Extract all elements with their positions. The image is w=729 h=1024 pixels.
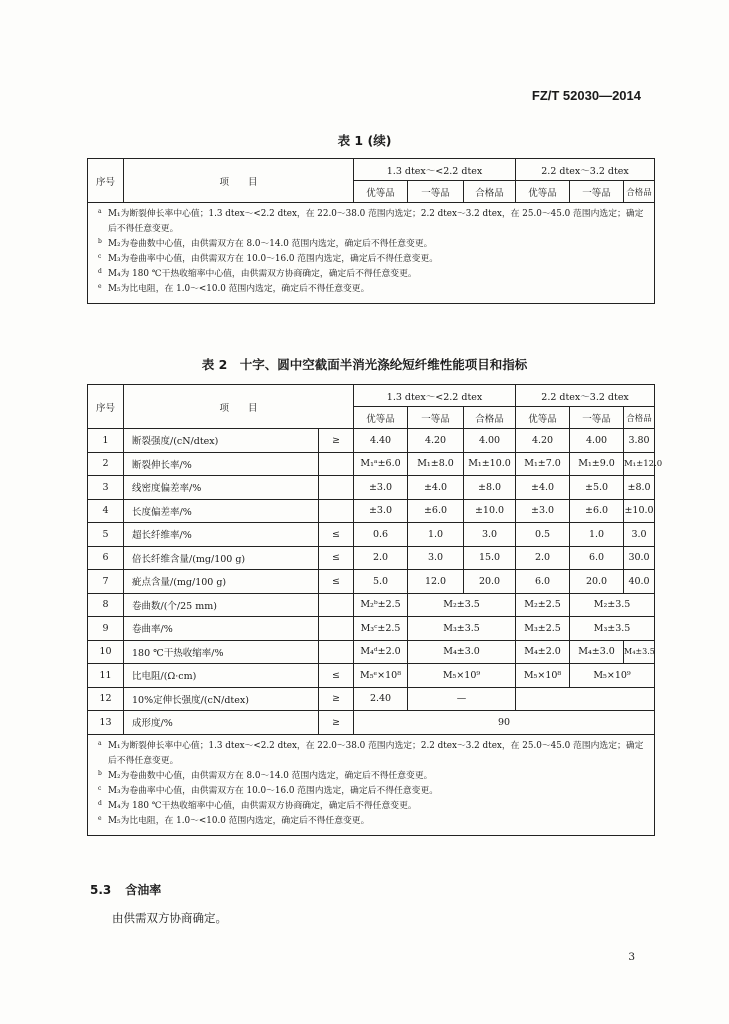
- row-cell: M₄±3.0: [408, 640, 516, 664]
- row-cell: 3.0: [624, 523, 655, 547]
- row-no: 12: [88, 687, 124, 711]
- row-cell: ±3.0: [354, 476, 408, 500]
- row-cell: 4.20: [408, 429, 464, 453]
- row-no: 2: [88, 452, 124, 476]
- table2-note: c M₃为卷曲率中心值，由供需双方在 10.0～16.0 范围内选定，确定后不得任意变更。: [98, 784, 439, 796]
- row-cell: 3.0: [464, 523, 516, 547]
- table2-grade: 一等品: [408, 407, 464, 429]
- table1-notes: [88, 203, 655, 304]
- row-cell: M₁±7.0: [516, 452, 570, 476]
- row-cell: M₁±10.0: [464, 452, 516, 476]
- row-no: 5: [88, 523, 124, 547]
- row-op: ≤: [319, 570, 354, 594]
- row-cell: M₁±12.0: [624, 452, 655, 476]
- table2-grade: 优等品: [516, 407, 570, 429]
- row-cell: 4.00: [464, 429, 516, 453]
- table2: [87, 384, 663, 836]
- row-no: 6: [88, 546, 124, 570]
- row-cell: 90: [354, 711, 655, 735]
- row-no: 7: [88, 570, 124, 594]
- row-item: 180 ℃干热收缩率/%: [124, 640, 319, 664]
- row-no: 9: [88, 617, 124, 641]
- table2-header-no: 序号: [88, 385, 124, 429]
- row-item: 超长纤维率/%: [124, 523, 319, 547]
- row-op: [319, 476, 354, 500]
- row-cell: 30.0: [624, 546, 655, 570]
- row-cell: 40.0: [624, 570, 655, 594]
- row-no: 8: [88, 593, 124, 617]
- table1-header-no: 序号: [88, 159, 124, 203]
- row-cell: ±4.0: [408, 476, 464, 500]
- row-cell: ±4.0: [516, 476, 570, 500]
- row-cell: M₂±2.5: [516, 593, 570, 617]
- row-cell: M₅ᵉ×10⁸: [354, 664, 408, 688]
- row-cell: ±6.0: [408, 499, 464, 523]
- table2-grade: 优等品: [354, 407, 408, 429]
- row-cell: 20.0: [464, 570, 516, 594]
- row-cell: 1.0: [570, 523, 624, 547]
- row-cell: M₂±3.5: [570, 593, 655, 617]
- row-item: 倍长纤维含量/(mg/100 g): [124, 546, 319, 570]
- row-op: ≤: [319, 546, 354, 570]
- table-row: [88, 711, 655, 735]
- section-title: 含油率: [125, 883, 162, 897]
- table1-group-a: 1.3 dtex～<2.2 dtex: [354, 159, 516, 181]
- table-row: [88, 429, 655, 453]
- table-row: [88, 664, 655, 688]
- section-number: 5.3: [90, 883, 112, 897]
- table1: [87, 158, 655, 304]
- row-cell: 6.0: [516, 570, 570, 594]
- row-cell: M₃±3.5: [408, 617, 516, 641]
- row-op: ≥: [319, 429, 354, 453]
- row-op: [319, 452, 354, 476]
- row-cell: 2.0: [516, 546, 570, 570]
- row-cell: 0.6: [354, 523, 408, 547]
- row-item: 断裂强度/(cN/dtex): [124, 429, 319, 453]
- table2-note: a M₁为断裂伸长率中心值；1.3 dtex～<2.2 dtex，在 22.0～38.0 范围内选定；2.2 dtex～3.2 dtex，在 25.0～45.0 范围内选定；确定后不得任意变更。: [98, 739, 644, 766]
- table-row: [88, 687, 655, 711]
- row-item: 疵点含量/(mg/100 g): [124, 570, 319, 594]
- row-cell: M₃±3.5: [570, 617, 655, 641]
- table2-grade: 一等品: [570, 407, 624, 429]
- row-item: 10%定伸长强度/(cN/dtex): [124, 687, 319, 711]
- row-cell: ±10.0: [464, 499, 516, 523]
- row-cell: M₄±3.5: [624, 640, 655, 664]
- row-cell: M₄±2.0: [516, 640, 570, 664]
- row-item: 成形度/%: [124, 711, 319, 735]
- row-cell: ±3.0: [516, 499, 570, 523]
- row-cell: M₅×10⁹: [570, 664, 655, 688]
- row-cell: 6.0: [570, 546, 624, 570]
- table1-note: b M₂为卷曲数中心值，由供需双方在 8.0～14.0 范围内选定，确定后不得任意变更。: [98, 238, 433, 249]
- row-cell: M₁ᵃ±6.0: [354, 452, 408, 476]
- table2-grade: 合格品: [624, 407, 655, 429]
- table1-group-b: 2.2 dtex～3.2 dtex: [516, 159, 655, 181]
- row-no: 13: [88, 711, 124, 735]
- row-item: 长度偏差率/%: [124, 499, 319, 523]
- row-cell: 3.80: [624, 429, 655, 453]
- table1-grade: 合格品: [624, 181, 655, 203]
- table1-grade: 一等品: [570, 181, 624, 203]
- table2-header-item: 项 目: [124, 385, 354, 429]
- row-item: 卷曲率/%: [124, 617, 319, 641]
- section-body: 由供需双方协商确定。: [112, 911, 227, 925]
- row-op: [319, 593, 354, 617]
- table1-title: 表 1 (续): [337, 133, 392, 148]
- row-cell: 2.0: [354, 546, 408, 570]
- table-row: [88, 570, 655, 594]
- section-heading: [90, 881, 161, 898]
- row-no: 11: [88, 664, 124, 688]
- row-item: 断裂伸长率/%: [124, 452, 319, 476]
- table1-note: a M₁为断裂伸长率中心值；1.3 dtex～<2.2 dtex，在 22.0～38.0 范围内选定；2.2 dtex～3.2 dtex，在 25.0～45.0 范围内选定；确定后不得任意变更。: [98, 208, 644, 234]
- table-row: [88, 523, 655, 547]
- table-row: [88, 499, 655, 523]
- row-op: ≥: [319, 687, 354, 711]
- row-cell: M₁±8.0: [408, 452, 464, 476]
- row-cell: 1.0: [408, 523, 464, 547]
- row-op: ≤: [319, 664, 354, 688]
- row-cell: M₅×10⁸: [516, 664, 570, 688]
- row-cell: 0.5: [516, 523, 570, 547]
- row-cell: 2.40: [354, 687, 408, 711]
- row-cell: 4.00: [570, 429, 624, 453]
- table2-note: e M₅为比电阻，在 1.0～<10.0 范围内选定，确定后不得任意变更。: [98, 814, 370, 826]
- row-cell: 15.0: [464, 546, 516, 570]
- row-cell: ±3.0: [354, 499, 408, 523]
- table1-note: d M₄为 180 ℃干热收缩率中心值，由供需双方协商确定，确定后不得任意变更。: [98, 268, 417, 279]
- row-op: [319, 640, 354, 664]
- row-cell: M₅×10⁹: [408, 664, 516, 688]
- row-cell: 12.0: [408, 570, 464, 594]
- table2-group-a: 1.3 dtex～<2.2 dtex: [354, 385, 516, 407]
- table2-title: 表 2 十字、圆中空截面半消光涤纶短纤维性能项目和指标: [201, 357, 528, 372]
- table2-grade: 合格品: [464, 407, 516, 429]
- table2-note: b M₂为卷曲数中心值，由供需双方在 8.0～14.0 范围内选定，确定后不得任意变更。: [98, 769, 433, 781]
- row-no: 4: [88, 499, 124, 523]
- table-row: [88, 452, 655, 476]
- page-number: 3: [628, 951, 635, 963]
- table2-note: d M₄为 180 ℃干热收缩率中心值，由供需双方协商确定，确定后不得任意变更。: [98, 799, 417, 811]
- row-no: 3: [88, 476, 124, 500]
- table1-grade: 合格品: [464, 181, 516, 203]
- row-cell: M₂±3.5: [408, 593, 516, 617]
- table1-grade: 优等品: [516, 181, 570, 203]
- row-cell: M₃±2.5: [516, 617, 570, 641]
- table-row: [88, 593, 655, 617]
- row-cell: 5.0: [354, 570, 408, 594]
- row-item: 卷曲数/(个/25 mm): [124, 593, 319, 617]
- row-no: 10: [88, 640, 124, 664]
- row-cell: ±10.0: [624, 499, 655, 523]
- row-cell: ±6.0: [570, 499, 624, 523]
- row-item: 比电阻/(Ω·cm): [124, 664, 319, 688]
- row-op: ≤: [319, 523, 354, 547]
- row-cell: ±5.0: [570, 476, 624, 500]
- table-row: [88, 476, 655, 500]
- row-cell: —: [408, 687, 516, 711]
- row-no: 1: [88, 429, 124, 453]
- table1-note: c M₃为卷曲率中心值，由供需双方在 10.0～16.0 范围内选定，确定后不得任意变更。: [98, 253, 439, 264]
- row-cell: 4.40: [354, 429, 408, 453]
- row-cell: M₁±9.0: [570, 452, 624, 476]
- row-cell: M₄ᵈ±2.0: [354, 640, 408, 664]
- row-cell: 20.0: [570, 570, 624, 594]
- row-item: 线密度偏差率/%: [124, 476, 319, 500]
- row-cell: 4.20: [516, 429, 570, 453]
- row-op: [319, 617, 354, 641]
- table2-notes: [88, 734, 655, 835]
- table-row: [88, 640, 655, 664]
- row-cell: ±8.0: [464, 476, 516, 500]
- row-op: ≥: [319, 711, 354, 735]
- row-cell: ±8.0: [624, 476, 655, 500]
- row-cell-empty: [516, 687, 655, 711]
- row-cell: M₄±3.0: [570, 640, 624, 664]
- table1-grade: 优等品: [354, 181, 408, 203]
- row-cell: 3.0: [408, 546, 464, 570]
- standard-code: FZ/T 52030—2014: [531, 88, 641, 103]
- table-row: [88, 617, 655, 641]
- table1-grade: 一等品: [408, 181, 464, 203]
- table-row: [88, 546, 655, 570]
- table1-note: e M₅为比电阻，在 1.0～<10.0 范围内选定，确定后不得任意变更。: [98, 283, 370, 294]
- table2-group-b: 2.2 dtex～3.2 dtex: [516, 385, 655, 407]
- row-op: [319, 499, 354, 523]
- row-cell: M₂ᵇ±2.5: [354, 593, 408, 617]
- table1-header-item: 项 目: [124, 159, 354, 203]
- row-cell: M₃ᶜ±2.5: [354, 617, 408, 641]
